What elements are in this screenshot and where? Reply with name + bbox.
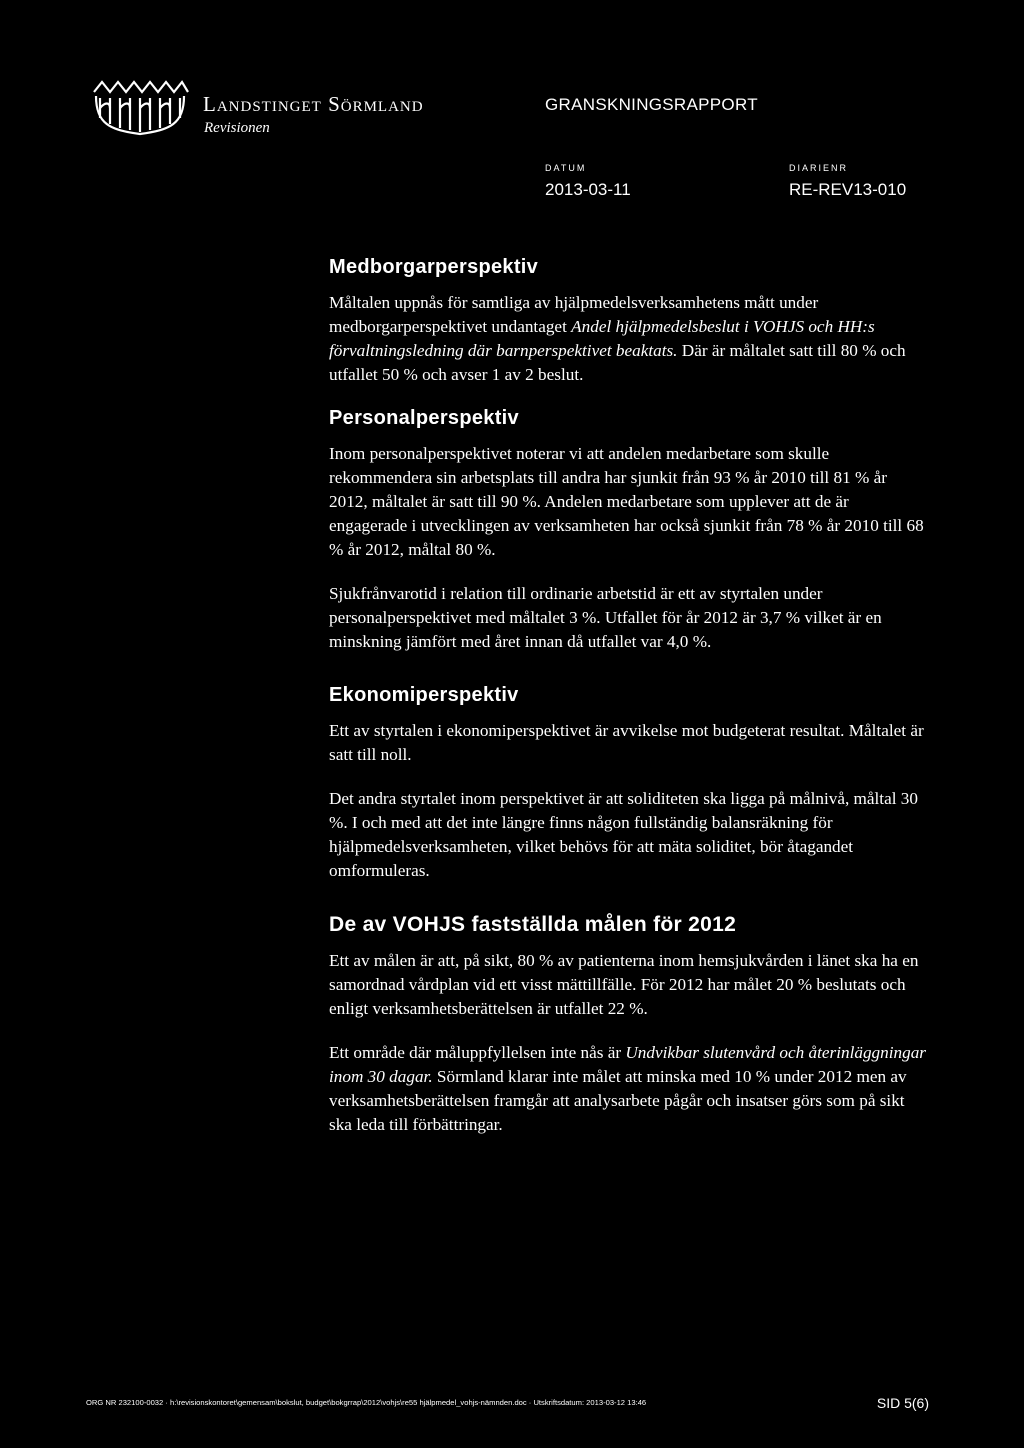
date-label: DATUM (545, 163, 587, 173)
section-medborgarperspektiv (329, 256, 929, 387)
ref-label: DIARIENR (789, 163, 849, 173)
paragraph (329, 1041, 929, 1137)
text-run: Sörmland klarar inte målet att minska med 10 % under 2012 men av verksamhetsberättelsen framgår att analysarbete pågår och insatser görs som på sikt ska leda till förbättringar. (329, 1067, 907, 1134)
paragraph: Inom personalperspektivet noterar vi att andelen medarbetare som skulle rekommendera sin arbetsplats till andra har sjunkit från 93 % år 2010 till 81 % år 2012, måltalet är satt till 90 %. Andelen medarbetare som upplever att de är engagerade i utvecklingen av verksamheten har också sjunkit från 78 % år 2010 till 68 % år 2012, måltal 80 %. (329, 444, 924, 559)
footer-text: ORG NR 232100-0032 · h:\revisionskontoret\gemensam\bokslut, budget\bokgrrap\2012\vohjs\re55 hjälpmedel_vohjs-nämnden.doc · Utskriftsdatum: 2013-03-12 13:46 (86, 1398, 647, 1407)
section-heading: Personalperspektiv (329, 407, 519, 429)
org-name: Landstinget Sörmland (203, 92, 424, 116)
text-run: Måltalen uppnås för samtliga av hjälpmedelsverksamhetens mått under medborgarperspektivet undantaget (329, 293, 819, 336)
date-value: 2013-03-11 (545, 180, 631, 199)
crown-logo-icon (90, 80, 190, 140)
italic-text-run: Undvikbar slutenvård och återinläggningar inom 30 dagar. (329, 1043, 926, 1086)
paragraph: Det andra styrtalet inom perspektivet är att soliditeten ska ligga på målnivå, måltal 30 %. I och med att det inte längre finns någon fullständig balansräkning för hjälpmedelsverksamheten, vilket behövs för att mäta soliditet, bör åtagandet omformuleras. (329, 789, 918, 880)
section-heading: Ekonomiperspektiv (329, 684, 519, 706)
paragraph (329, 291, 929, 387)
section-vohjs-mal (329, 913, 929, 1137)
paragraph: Ett av målen är att, på sikt, 80 % av patienterna inom hemsjukvården i länet ska ha en samordnad vårdplan vid ett visst mättillfälle. För 2012 har målet 20 % beslutats och enligt verksamhetsberättelsen är utfallet 22 %. (329, 951, 919, 1018)
section-heading: Medborgarperspektiv (329, 256, 539, 278)
paragraph: Ett av styrtalen i ekonomiperspektivet är avvikelse mot budgeterat resultat. Måltalet är satt till noll. (329, 721, 924, 764)
section-ekonomiperspektiv (329, 684, 929, 883)
page-number: SID 5(6) (876, 1395, 929, 1411)
section-heading: De av VOHJS fastställda målen för 2012 (329, 913, 737, 936)
text-run: Där är måltalet satt till 80 % och utfallet 50 % och avser 1 av 2 beslut. (329, 341, 906, 384)
org-subtitle: Revisionen (204, 120, 270, 136)
text-run: Ett område där måluppfyllelsen inte nås är (329, 1043, 626, 1062)
section-personalperspektiv (329, 407, 929, 654)
italic-text-run: Andel hjälpmedelsbeslut i VOHJS och HH:s förvaltningsledning där barnperspektivet beaktats. (329, 317, 875, 360)
report-body (329, 256, 929, 1157)
report-type: GRANSKNINGSRAPPORT (545, 95, 758, 114)
paragraph: Sjukfrånvarotid i relation till ordinarie arbetstid är ett av styrtalen under personalperspektivet med måltalet 3 %. Utfallet för år 2012 är 3,7 % vilket är en minskning jämfört med året innan då utfallet var 4,0 %. (329, 584, 882, 651)
ref-value: RE-REV13-010 (789, 180, 907, 199)
